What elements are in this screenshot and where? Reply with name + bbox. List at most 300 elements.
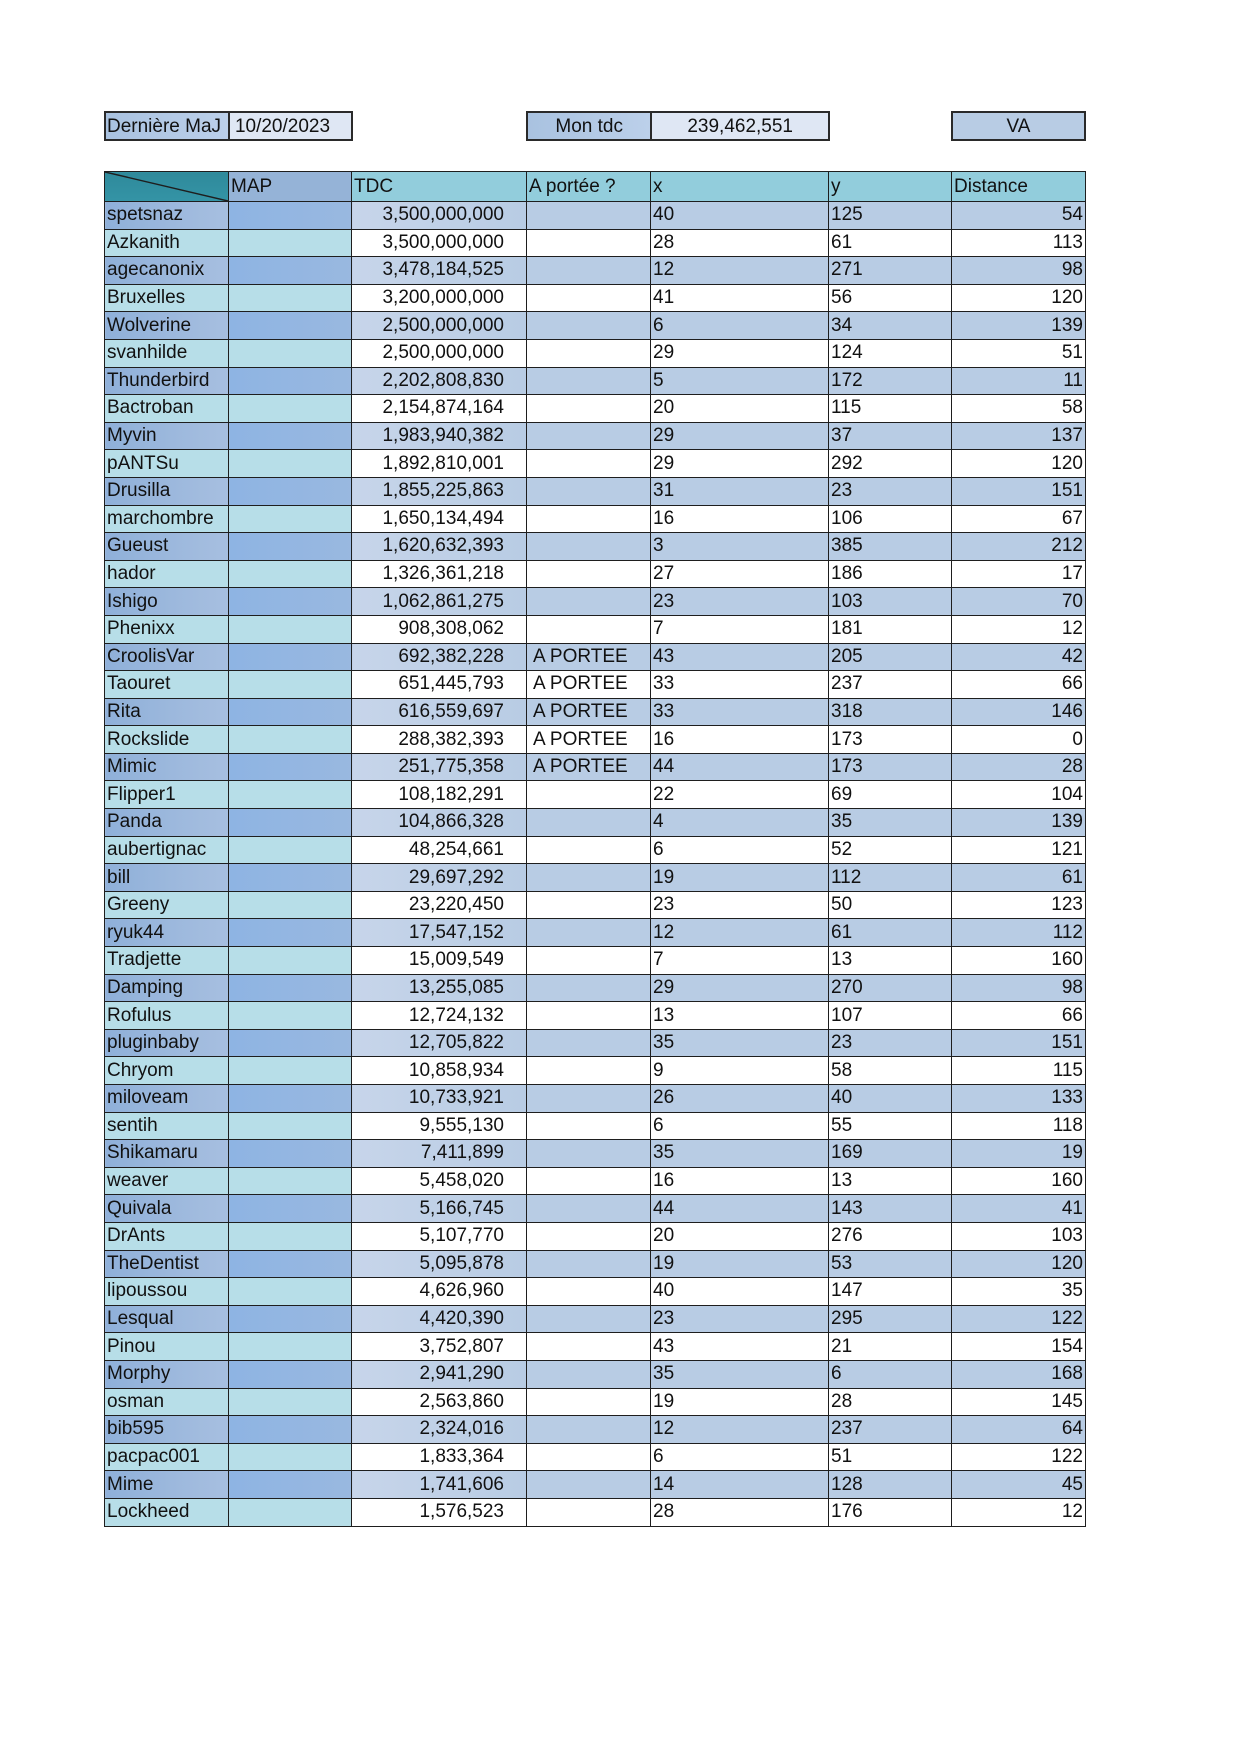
tdc-cell[interactable]: 1,620,632,393 <box>352 533 527 561</box>
map-cell[interactable] <box>229 229 352 257</box>
distance-cell[interactable]: 0 <box>952 726 1086 754</box>
tdc-cell[interactable]: 908,308,062 <box>352 615 527 643</box>
map-cell[interactable] <box>229 1416 352 1444</box>
x-cell[interactable]: 33 <box>651 671 829 699</box>
distance-cell[interactable]: 212 <box>952 533 1086 561</box>
y-cell[interactable]: 112 <box>829 864 952 892</box>
x-cell[interactable]: 40 <box>651 202 829 230</box>
x-cell[interactable]: 35 <box>651 1140 829 1168</box>
x-cell[interactable]: 6 <box>651 1112 829 1140</box>
map-cell[interactable] <box>229 1140 352 1168</box>
y-cell[interactable]: 52 <box>829 836 952 864</box>
column-header-distance[interactable]: Distance <box>952 172 1086 202</box>
map-cell[interactable] <box>229 533 352 561</box>
name-cell[interactable]: svanhilde <box>105 339 229 367</box>
y-cell[interactable]: 318 <box>829 698 952 726</box>
y-cell[interactable]: 69 <box>829 781 952 809</box>
tdc-cell[interactable]: 108,182,291 <box>352 781 527 809</box>
tdc-cell[interactable]: 1,983,940,382 <box>352 422 527 450</box>
portee-cell[interactable] <box>527 1167 651 1195</box>
distance-cell[interactable]: 103 <box>952 1222 1086 1250</box>
name-cell[interactable]: pluginbaby <box>105 1029 229 1057</box>
y-cell[interactable]: 147 <box>829 1278 952 1306</box>
name-cell[interactable]: weaver <box>105 1167 229 1195</box>
x-cell[interactable]: 20 <box>651 395 829 423</box>
distance-cell[interactable]: 61 <box>952 864 1086 892</box>
x-cell[interactable]: 40 <box>651 1278 829 1306</box>
portee-cell[interactable]: A PORTEE <box>527 698 651 726</box>
tdc-cell[interactable]: 10,733,921 <box>352 1085 527 1113</box>
x-cell[interactable]: 3 <box>651 533 829 561</box>
portee-cell[interactable] <box>527 1222 651 1250</box>
map-cell[interactable] <box>229 753 352 781</box>
distance-cell[interactable]: 58 <box>952 395 1086 423</box>
x-cell[interactable]: 16 <box>651 1167 829 1195</box>
tdc-cell[interactable]: 5,107,770 <box>352 1222 527 1250</box>
map-cell[interactable] <box>229 1278 352 1306</box>
map-cell[interactable] <box>229 615 352 643</box>
tdc-cell[interactable]: 10,858,934 <box>352 1057 527 1085</box>
name-cell[interactable]: Phenixx <box>105 615 229 643</box>
portee-cell[interactable] <box>527 450 651 478</box>
map-cell[interactable] <box>229 1195 352 1223</box>
name-cell[interactable]: hador <box>105 560 229 588</box>
map-cell[interactable] <box>229 284 352 312</box>
map-cell[interactable] <box>229 864 352 892</box>
x-cell[interactable]: 19 <box>651 1388 829 1416</box>
y-cell[interactable]: 128 <box>829 1471 952 1499</box>
y-cell[interactable]: 23 <box>829 1029 952 1057</box>
distance-cell[interactable]: 137 <box>952 422 1086 450</box>
portee-cell[interactable] <box>527 339 651 367</box>
distance-cell[interactable]: 51 <box>952 339 1086 367</box>
tdc-cell[interactable]: 2,500,000,000 <box>352 312 527 340</box>
tdc-cell[interactable]: 692,382,228 <box>352 643 527 671</box>
distance-cell[interactable]: 151 <box>952 1029 1086 1057</box>
name-cell[interactable]: agecanonix <box>105 257 229 285</box>
portee-cell[interactable] <box>527 257 651 285</box>
name-cell[interactable]: Quivala <box>105 1195 229 1223</box>
y-cell[interactable]: 143 <box>829 1195 952 1223</box>
distance-cell[interactable]: 120 <box>952 284 1086 312</box>
map-cell[interactable] <box>229 698 352 726</box>
tdc-cell[interactable]: 12,705,822 <box>352 1029 527 1057</box>
name-cell[interactable]: pacpac001 <box>105 1443 229 1471</box>
distance-cell[interactable]: 54 <box>952 202 1086 230</box>
portee-cell[interactable] <box>527 1057 651 1085</box>
distance-cell[interactable]: 19 <box>952 1140 1086 1168</box>
y-cell[interactable]: 169 <box>829 1140 952 1168</box>
portee-cell[interactable]: A PORTEE <box>527 671 651 699</box>
portee-cell[interactable] <box>527 864 651 892</box>
name-cell[interactable]: Bactroban <box>105 395 229 423</box>
y-cell[interactable]: 50 <box>829 891 952 919</box>
name-cell[interactable]: Gueust <box>105 533 229 561</box>
x-cell[interactable]: 6 <box>651 1443 829 1471</box>
x-cell[interactable]: 28 <box>651 1498 829 1526</box>
y-cell[interactable]: 172 <box>829 367 952 395</box>
y-cell[interactable]: 173 <box>829 753 952 781</box>
portee-cell[interactable]: A PORTEE <box>527 726 651 754</box>
map-cell[interactable] <box>229 891 352 919</box>
tdc-cell[interactable]: 5,095,878 <box>352 1250 527 1278</box>
name-cell[interactable]: spetsnaz <box>105 202 229 230</box>
y-cell[interactable]: 270 <box>829 974 952 1002</box>
x-cell[interactable]: 16 <box>651 726 829 754</box>
portee-cell[interactable] <box>527 947 651 975</box>
x-cell[interactable]: 29 <box>651 339 829 367</box>
portee-cell[interactable] <box>527 615 651 643</box>
distance-cell[interactable]: 66 <box>952 671 1086 699</box>
name-cell[interactable]: Rita <box>105 698 229 726</box>
y-cell[interactable]: 51 <box>829 1443 952 1471</box>
name-cell[interactable]: Drusilla <box>105 477 229 505</box>
y-cell[interactable]: 53 <box>829 1250 952 1278</box>
distance-cell[interactable]: 98 <box>952 974 1086 1002</box>
map-cell[interactable] <box>229 974 352 1002</box>
map-cell[interactable] <box>229 257 352 285</box>
portee-cell[interactable] <box>527 781 651 809</box>
y-cell[interactable]: 58 <box>829 1057 952 1085</box>
map-cell[interactable] <box>229 477 352 505</box>
name-cell[interactable]: Flipper1 <box>105 781 229 809</box>
y-cell[interactable]: 28 <box>829 1388 952 1416</box>
tdc-cell[interactable]: 48,254,661 <box>352 836 527 864</box>
x-cell[interactable]: 23 <box>651 891 829 919</box>
x-cell[interactable]: 20 <box>651 1222 829 1250</box>
name-cell[interactable]: Pinou <box>105 1333 229 1361</box>
distance-cell[interactable]: 160 <box>952 1167 1086 1195</box>
map-cell[interactable] <box>229 1471 352 1499</box>
tdc-cell[interactable]: 1,326,361,218 <box>352 560 527 588</box>
distance-cell[interactable]: 139 <box>952 809 1086 837</box>
y-cell[interactable]: 276 <box>829 1222 952 1250</box>
x-cell[interactable]: 43 <box>651 1333 829 1361</box>
distance-cell[interactable]: 104 <box>952 781 1086 809</box>
name-cell[interactable]: Greeny <box>105 891 229 919</box>
portee-cell[interactable] <box>527 809 651 837</box>
y-cell[interactable]: 13 <box>829 1167 952 1195</box>
map-cell[interactable] <box>229 726 352 754</box>
name-cell[interactable]: Panda <box>105 809 229 837</box>
distance-cell[interactable]: 12 <box>952 615 1086 643</box>
name-cell[interactable]: Mimic <box>105 753 229 781</box>
distance-cell[interactable]: 122 <box>952 1305 1086 1333</box>
map-cell[interactable] <box>229 1305 352 1333</box>
x-cell[interactable]: 12 <box>651 919 829 947</box>
name-cell[interactable]: Mime <box>105 1471 229 1499</box>
tdc-cell[interactable]: 2,941,290 <box>352 1360 527 1388</box>
distance-cell[interactable]: 154 <box>952 1333 1086 1361</box>
name-cell[interactable]: Rofulus <box>105 1002 229 1030</box>
distance-cell[interactable]: 145 <box>952 1388 1086 1416</box>
tdc-cell[interactable]: 12,724,132 <box>352 1002 527 1030</box>
map-cell[interactable] <box>229 1388 352 1416</box>
name-cell[interactable]: pANTSu <box>105 450 229 478</box>
y-cell[interactable]: 107 <box>829 1002 952 1030</box>
y-cell[interactable]: 37 <box>829 422 952 450</box>
portee-cell[interactable]: A PORTEE <box>527 643 651 671</box>
tdc-cell[interactable]: 1,062,861,275 <box>352 588 527 616</box>
x-cell[interactable]: 12 <box>651 257 829 285</box>
map-cell[interactable] <box>229 836 352 864</box>
tdc-cell[interactable]: 1,892,810,001 <box>352 450 527 478</box>
distance-cell[interactable]: 120 <box>952 450 1086 478</box>
x-cell[interactable]: 6 <box>651 312 829 340</box>
name-cell[interactable]: bill <box>105 864 229 892</box>
name-cell[interactable]: Shikamaru <box>105 1140 229 1168</box>
portee-cell[interactable] <box>527 1416 651 1444</box>
my-tdc-value[interactable]: 239,462,551 <box>650 113 828 139</box>
y-cell[interactable]: 176 <box>829 1498 952 1526</box>
portee-cell[interactable] <box>527 1360 651 1388</box>
y-cell[interactable]: 61 <box>829 919 952 947</box>
portee-cell[interactable] <box>527 395 651 423</box>
portee-cell[interactable] <box>527 477 651 505</box>
x-cell[interactable]: 13 <box>651 1002 829 1030</box>
distance-cell[interactable]: 35 <box>952 1278 1086 1306</box>
distance-cell[interactable]: 146 <box>952 698 1086 726</box>
y-cell[interactable]: 295 <box>829 1305 952 1333</box>
name-cell[interactable]: Lockheed <box>105 1498 229 1526</box>
x-cell[interactable]: 28 <box>651 229 829 257</box>
distance-cell[interactable]: 113 <box>952 229 1086 257</box>
portee-cell[interactable] <box>527 422 651 450</box>
map-cell[interactable] <box>229 919 352 947</box>
distance-cell[interactable]: 112 <box>952 919 1086 947</box>
name-cell[interactable]: CroolisVar <box>105 643 229 671</box>
x-cell[interactable]: 14 <box>651 1471 829 1499</box>
y-cell[interactable]: 115 <box>829 395 952 423</box>
distance-cell[interactable]: 12 <box>952 1498 1086 1526</box>
x-cell[interactable]: 23 <box>651 588 829 616</box>
name-cell[interactable]: lipoussou <box>105 1278 229 1306</box>
y-cell[interactable]: 106 <box>829 505 952 533</box>
x-cell[interactable]: 22 <box>651 781 829 809</box>
portee-cell[interactable] <box>527 1085 651 1113</box>
column-header-x[interactable]: x <box>651 172 829 202</box>
portee-cell[interactable] <box>527 312 651 340</box>
x-cell[interactable]: 7 <box>651 615 829 643</box>
map-cell[interactable] <box>229 1085 352 1113</box>
y-cell[interactable]: 21 <box>829 1333 952 1361</box>
map-cell[interactable] <box>229 450 352 478</box>
distance-cell[interactable]: 42 <box>952 643 1086 671</box>
distance-cell[interactable]: 118 <box>952 1112 1086 1140</box>
map-cell[interactable] <box>229 1029 352 1057</box>
x-cell[interactable]: 31 <box>651 477 829 505</box>
tdc-cell[interactable]: 4,420,390 <box>352 1305 527 1333</box>
tdc-cell[interactable]: 29,697,292 <box>352 864 527 892</box>
y-cell[interactable]: 6 <box>829 1360 952 1388</box>
y-cell[interactable]: 173 <box>829 726 952 754</box>
portee-cell[interactable] <box>527 1195 651 1223</box>
portee-cell[interactable] <box>527 367 651 395</box>
name-cell[interactable]: Tradjette <box>105 947 229 975</box>
map-cell[interactable] <box>229 367 352 395</box>
distance-cell[interactable]: 70 <box>952 588 1086 616</box>
distance-cell[interactable]: 64 <box>952 1416 1086 1444</box>
portee-cell[interactable] <box>527 560 651 588</box>
distance-cell[interactable]: 67 <box>952 505 1086 533</box>
tdc-cell[interactable]: 1,833,364 <box>352 1443 527 1471</box>
name-cell[interactable]: marchombre <box>105 505 229 533</box>
column-header-tdc[interactable]: TDC <box>352 172 527 202</box>
tdc-cell[interactable]: 1,741,606 <box>352 1471 527 1499</box>
map-cell[interactable] <box>229 643 352 671</box>
name-cell[interactable]: Chryom <box>105 1057 229 1085</box>
y-cell[interactable]: 237 <box>829 671 952 699</box>
portee-cell[interactable] <box>527 1443 651 1471</box>
x-cell[interactable]: 6 <box>651 836 829 864</box>
portee-cell[interactable] <box>527 1305 651 1333</box>
distance-cell[interactable]: 11 <box>952 367 1086 395</box>
tdc-cell[interactable]: 2,563,860 <box>352 1388 527 1416</box>
x-cell[interactable]: 9 <box>651 1057 829 1085</box>
map-cell[interactable] <box>229 312 352 340</box>
distance-cell[interactable]: 151 <box>952 477 1086 505</box>
tdc-cell[interactable]: 13,255,085 <box>352 974 527 1002</box>
name-cell[interactable]: osman <box>105 1388 229 1416</box>
portee-cell[interactable] <box>527 836 651 864</box>
y-cell[interactable]: 23 <box>829 477 952 505</box>
distance-cell[interactable]: 66 <box>952 1002 1086 1030</box>
distance-cell[interactable]: 121 <box>952 836 1086 864</box>
portee-cell[interactable] <box>527 891 651 919</box>
x-cell[interactable]: 19 <box>651 1250 829 1278</box>
portee-cell[interactable] <box>527 1333 651 1361</box>
y-cell[interactable]: 271 <box>829 257 952 285</box>
y-cell[interactable]: 61 <box>829 229 952 257</box>
distance-cell[interactable]: 160 <box>952 947 1086 975</box>
map-cell[interactable] <box>229 1333 352 1361</box>
x-cell[interactable]: 12 <box>651 1416 829 1444</box>
name-cell[interactable]: miloveam <box>105 1085 229 1113</box>
x-cell[interactable]: 7 <box>651 947 829 975</box>
x-cell[interactable]: 44 <box>651 753 829 781</box>
distance-cell[interactable]: 17 <box>952 560 1086 588</box>
y-cell[interactable]: 103 <box>829 588 952 616</box>
distance-cell[interactable]: 45 <box>952 1471 1086 1499</box>
tdc-cell[interactable]: 4,626,960 <box>352 1278 527 1306</box>
y-cell[interactable]: 35 <box>829 809 952 837</box>
tdc-cell[interactable]: 2,202,808,830 <box>352 367 527 395</box>
distance-cell[interactable]: 98 <box>952 257 1086 285</box>
portee-cell[interactable] <box>527 1498 651 1526</box>
distance-cell[interactable]: 168 <box>952 1360 1086 1388</box>
name-cell[interactable]: Damping <box>105 974 229 1002</box>
tdc-cell[interactable]: 9,555,130 <box>352 1112 527 1140</box>
portee-cell[interactable]: A PORTEE <box>527 753 651 781</box>
x-cell[interactable]: 44 <box>651 1195 829 1223</box>
distance-cell[interactable]: 133 <box>952 1085 1086 1113</box>
column-header-y[interactable]: y <box>829 172 952 202</box>
name-cell[interactable]: TheDentist <box>105 1250 229 1278</box>
name-cell[interactable]: Ishigo <box>105 588 229 616</box>
tdc-cell[interactable]: 104,866,328 <box>352 809 527 837</box>
tdc-cell[interactable]: 23,220,450 <box>352 891 527 919</box>
portee-cell[interactable] <box>527 1112 651 1140</box>
tdc-cell[interactable]: 1,576,523 <box>352 1498 527 1526</box>
tdc-cell[interactable]: 288,382,393 <box>352 726 527 754</box>
y-cell[interactable]: 205 <box>829 643 952 671</box>
name-cell[interactable]: aubertignac <box>105 836 229 864</box>
y-cell[interactable]: 56 <box>829 284 952 312</box>
portee-cell[interactable] <box>527 974 651 1002</box>
portee-cell[interactable] <box>527 505 651 533</box>
y-cell[interactable]: 40 <box>829 1085 952 1113</box>
x-cell[interactable]: 27 <box>651 560 829 588</box>
map-cell[interactable] <box>229 1167 352 1195</box>
portee-cell[interactable] <box>527 588 651 616</box>
portee-cell[interactable] <box>527 202 651 230</box>
map-cell[interactable] <box>229 1002 352 1030</box>
tdc-cell[interactable]: 2,154,874,164 <box>352 395 527 423</box>
name-cell[interactable]: Taouret <box>105 671 229 699</box>
map-cell[interactable] <box>229 671 352 699</box>
map-cell[interactable] <box>229 809 352 837</box>
x-cell[interactable]: 26 <box>651 1085 829 1113</box>
x-cell[interactable]: 43 <box>651 643 829 671</box>
portee-cell[interactable] <box>527 1250 651 1278</box>
tdc-cell[interactable]: 3,500,000,000 <box>352 229 527 257</box>
map-cell[interactable] <box>229 202 352 230</box>
distance-cell[interactable]: 139 <box>952 312 1086 340</box>
column-header-map[interactable]: MAP <box>229 172 352 202</box>
name-cell[interactable]: Azkanith <box>105 229 229 257</box>
name-cell[interactable]: Myvin <box>105 422 229 450</box>
y-cell[interactable]: 186 <box>829 560 952 588</box>
tdc-cell[interactable]: 2,324,016 <box>352 1416 527 1444</box>
map-cell[interactable] <box>229 1360 352 1388</box>
map-cell[interactable] <box>229 560 352 588</box>
name-cell[interactable]: Morphy <box>105 1360 229 1388</box>
portee-cell[interactable] <box>527 1278 651 1306</box>
last-update-value[interactable]: 10/20/2023 <box>228 113 351 139</box>
x-cell[interactable]: 23 <box>651 1305 829 1333</box>
tdc-cell[interactable]: 1,650,134,494 <box>352 505 527 533</box>
tdc-cell[interactable]: 5,166,745 <box>352 1195 527 1223</box>
map-cell[interactable] <box>229 339 352 367</box>
tdc-cell[interactable]: 7,411,899 <box>352 1140 527 1168</box>
y-cell[interactable]: 55 <box>829 1112 952 1140</box>
name-cell[interactable]: sentih <box>105 1112 229 1140</box>
portee-cell[interactable] <box>527 1140 651 1168</box>
y-cell[interactable]: 237 <box>829 1416 952 1444</box>
distance-cell[interactable]: 123 <box>952 891 1086 919</box>
tdc-cell[interactable]: 15,009,549 <box>352 947 527 975</box>
map-cell[interactable] <box>229 781 352 809</box>
tdc-cell[interactable]: 5,458,020 <box>352 1167 527 1195</box>
portee-cell[interactable] <box>527 919 651 947</box>
y-cell[interactable]: 292 <box>829 450 952 478</box>
distance-cell[interactable]: 115 <box>952 1057 1086 1085</box>
x-cell[interactable]: 29 <box>651 450 829 478</box>
map-cell[interactable] <box>229 505 352 533</box>
distance-cell[interactable]: 41 <box>952 1195 1086 1223</box>
map-cell[interactable] <box>229 1222 352 1250</box>
map-cell[interactable] <box>229 1057 352 1085</box>
tdc-cell[interactable]: 1,855,225,863 <box>352 477 527 505</box>
portee-cell[interactable] <box>527 533 651 561</box>
name-cell[interactable]: Wolverine <box>105 312 229 340</box>
map-cell[interactable] <box>229 1443 352 1471</box>
y-cell[interactable]: 181 <box>829 615 952 643</box>
x-cell[interactable]: 41 <box>651 284 829 312</box>
tdc-cell[interactable]: 651,445,793 <box>352 671 527 699</box>
tdc-cell[interactable]: 17,547,152 <box>352 919 527 947</box>
distance-cell[interactable]: 28 <box>952 753 1086 781</box>
